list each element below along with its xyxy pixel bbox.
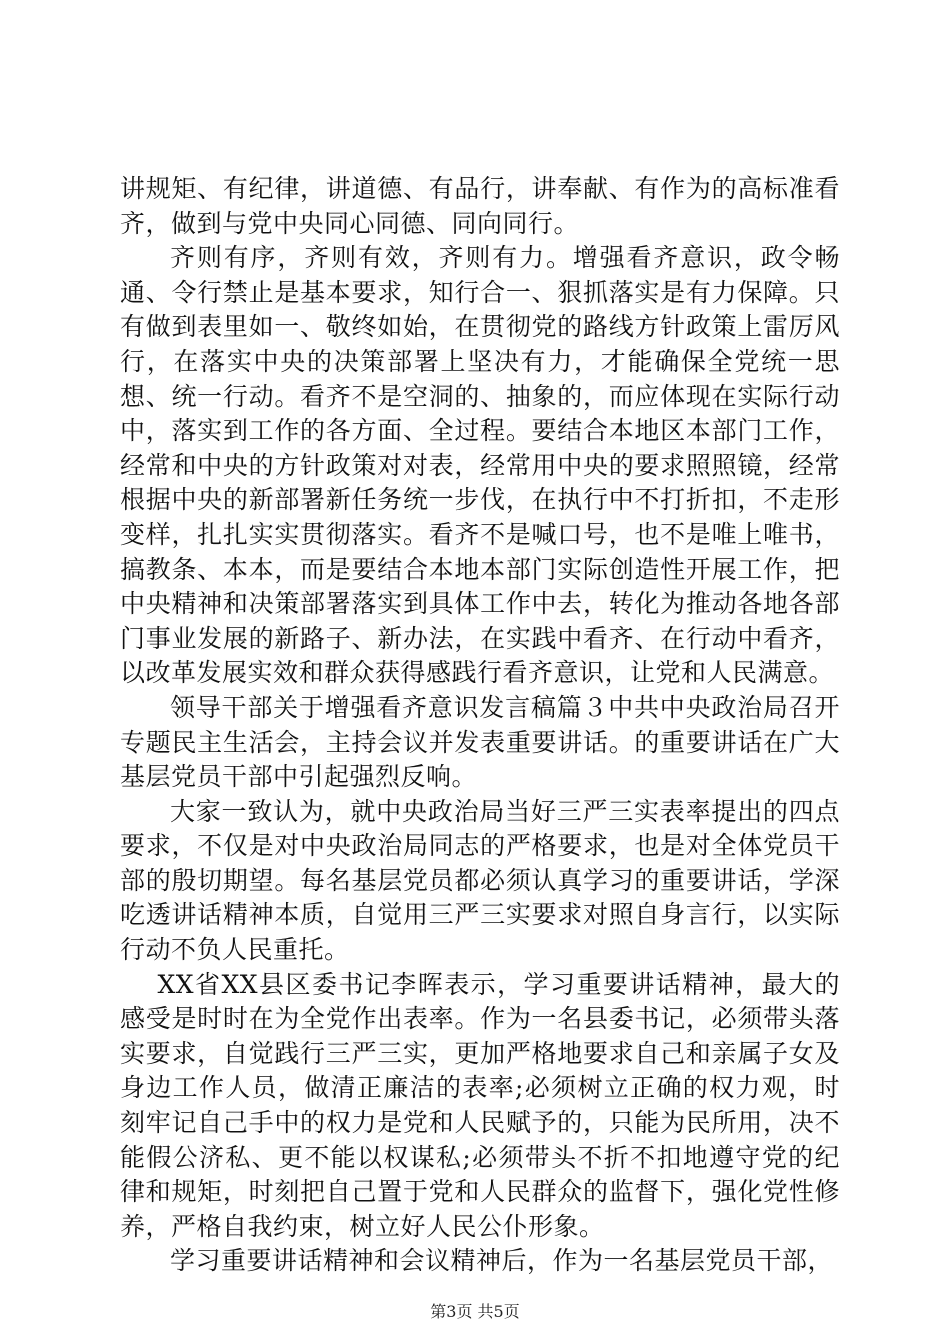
- paragraph-continuation: 讲规矩、有纪律，讲道德、有品行，讲奉献、有作为的高标准看齐，做到与党中央同心同德、同向同行。: [120, 174, 840, 238]
- paragraph: 大家一致认为，就中央政治局当好三严三实表率提出的四点要求，不仅是对中央政治局同志的严格要求，也是对全体党员干部的殷切期望。每名基层党员都必须认真学习的重要讲话，学深吃透讲话精神本质，自觉用三严三实要求对照自身言行，以实际行动不负人民重托。: [120, 796, 840, 965]
- paragraph: XX省XX县区委书记李晖表示，学习重要讲话精神，最大的感受是时时在为全党作出表率。作为一名县委书记，必须带头落实要求，自觉践行三严三实，更加严格地要求自己和亲属子女及身边工作人员，做清正廉洁的表率;必须树立正确的权力观，时刻牢记自己手中的权力是党和人民赋予的，只能为民所用，决不能假公济私、更不能以权谋私;必须带头不折不扣地遵守党的纪律和规矩，时刻把自己置于党和人民群众的监督下，强化党性修养，严格自我约束，树立好人民公仆形象。: [120, 969, 840, 1241]
- paragraph: 领导干部关于增强看齐意识发言稿篇３中共中央政治局召开专题民主生活会，主持会议并发表重要讲话。的重要讲话在广大基层党员干部中引起强烈反响。: [120, 692, 840, 792]
- page-footer: 第3页 共5页: [430, 1302, 520, 1321]
- paragraph: 学习重要讲话精神和会议精神后，作为一名基层党员干部，: [170, 1246, 834, 1276]
- document-body: [120, 172, 840, 1279]
- paragraph: 齐则有序，齐则有效，齐则有力。增强看齐意识，政令畅通、令行禁止是基本要求，知行合一、狠抓落实是有力保障。只有做到表里如一、敬终如始，在贯彻党的路线方针政策上雷厉风行，在落实中央的决策部署上坚决有力，才能确保全党统一思想、统一行动。看齐不是空洞的、抽象的，而应体现在实际行动中，落实到工作的各方面、全过程。要结合本地区本部门工作，经常和中央的方针政策对对表，经常用中央的要求照照镜，经常根据中央的新部署新任务统一步伐，在执行中不打折扣，不走形变样，扎扎实实贯彻落实。看齐不是喊口号，也不是唯上唯书，搞教条、本本，而是要结合本地本部门实际创造性开展工作，把中央精神和决策部署落实到具体工作中去，转化为推动各地各部门事业发展的新路子、新办法，在实践中看齐、在行动中看齐，以改革发展实效和群众获得感践行看齐意识，让党和人民满意。: [120, 243, 840, 688]
